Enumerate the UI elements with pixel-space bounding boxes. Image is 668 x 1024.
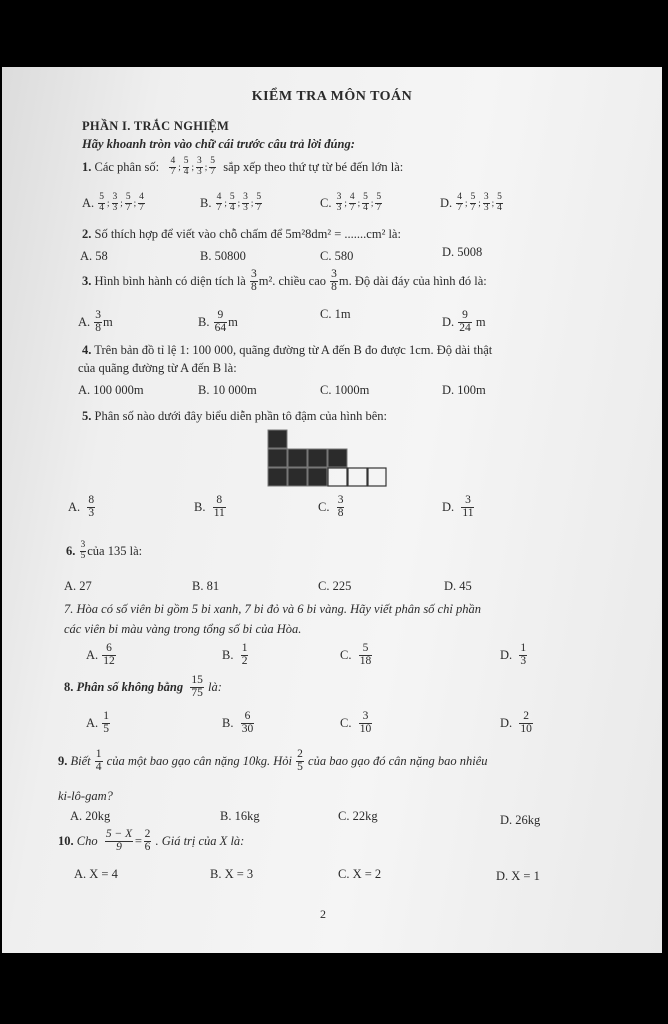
question-text: của một bao gạo cân nặng 10kg. Hỏi	[106, 753, 293, 768]
question-text: Các phân số:	[94, 159, 160, 174]
option-a[interactable]: A. 20kg	[70, 809, 111, 823]
height-fraction: 3 8	[331, 268, 337, 293]
fraction: 3 3	[112, 192, 118, 213]
question-7-line2: các viên bi màu vàng trong tổng số bi của Hòa.	[64, 622, 302, 636]
question-text: Số thích hợp để viết vào chỗ chấm để 5m²8dm² = .......cm² là:	[94, 227, 401, 241]
unit: m	[228, 314, 238, 329]
instruction: Hãy khoanh tròn vào chữ cái trước câu trả lời đúng:	[82, 137, 355, 151]
option-fraction: 1 2	[241, 642, 248, 667]
question-fraction: $\frac{5 - X}{9}$	[105, 828, 133, 853]
question-1	[82, 157, 403, 177]
option-fraction: 6 12	[103, 642, 115, 667]
question-fraction: 15 75	[191, 674, 203, 699]
question-text: Phân số nào dưới đây biểu diễn phần tô đậm của hình bên:	[94, 409, 387, 423]
question-number: 4.	[82, 343, 92, 357]
option-fraction: 2 10	[520, 710, 532, 735]
empty-cell	[328, 468, 347, 486]
empty-cell	[348, 468, 367, 486]
option-d[interactable]: D. X = 1	[496, 869, 540, 883]
option-label: D.	[440, 195, 453, 210]
question-number: 3.	[82, 273, 92, 288]
option-label: C.	[320, 307, 332, 321]
option-fraction: 8 3	[88, 494, 95, 519]
equals-sign: =	[134, 833, 143, 848]
question-9-line2: ki-lô-gam?	[58, 789, 113, 803]
shaded-cell	[268, 449, 287, 467]
question-fraction: 1 4	[95, 748, 102, 773]
question-text: Cho	[76, 833, 98, 848]
fraction-sequence: 5 4 ; 3 3 ; 5 7 ; 4 7	[99, 192, 144, 213]
question-number: 8.	[64, 679, 74, 694]
question-number: 10.	[58, 833, 74, 848]
option-label: A.	[86, 715, 99, 730]
exam-paper	[2, 67, 662, 953]
fraction: 5 7	[210, 156, 215, 177]
option-fraction: 1 3	[520, 642, 527, 667]
question-text: chiều cao	[278, 273, 327, 288]
option-label: D.	[500, 715, 513, 730]
option-label: C.	[318, 499, 330, 514]
question-text: Biết	[70, 753, 91, 768]
fraction: 4 7	[170, 156, 176, 177]
fraction: 5 7	[470, 192, 476, 213]
option-fraction: 9 24	[459, 309, 471, 334]
part-title: PHẦN I. TRẮC NGHIỆM	[82, 119, 230, 133]
question-text: là:	[208, 679, 222, 694]
option-b[interactable]	[194, 495, 227, 519]
question-5	[82, 409, 387, 424]
option-c[interactable]	[340, 643, 373, 667]
option-fraction: 5 18	[359, 642, 372, 667]
option-label: B.	[222, 647, 234, 662]
option-d[interactable]	[440, 193, 504, 213]
option-label: A.	[78, 314, 91, 329]
option-a[interactable]: A. X = 4	[74, 867, 118, 881]
option-c[interactable]	[318, 495, 345, 519]
option-c[interactable]: C. 1000m	[320, 383, 370, 397]
option-d[interactable]	[500, 643, 528, 667]
option-fraction: 9 64	[214, 309, 227, 334]
option-b[interactable]	[198, 310, 238, 334]
option-d[interactable]	[500, 711, 534, 735]
fraction: 5 7	[125, 192, 131, 213]
fraction: 4 7	[139, 192, 144, 213]
question-text: sắp xếp theo thứ tự từ bé đến lớn là:	[223, 159, 404, 174]
option-label: D.	[442, 499, 455, 514]
fraction: 3 3	[243, 192, 248, 213]
option-d[interactable]: D. 100m	[442, 383, 486, 397]
option-c[interactable]	[320, 307, 351, 322]
option-fraction: 8 11	[213, 494, 225, 519]
question-9	[58, 749, 488, 773]
option-label: B.	[222, 715, 234, 730]
option-label: B.	[200, 195, 212, 210]
unit: m	[475, 314, 486, 329]
option-b[interactable]	[200, 193, 263, 213]
option-label: C.	[320, 195, 332, 210]
option-b[interactable]	[222, 711, 255, 735]
fraction-sequence: 3 3 ; 4 7 ; 5 4 ; 5 7	[336, 192, 382, 213]
option-fraction: 1 5	[103, 710, 110, 735]
shaded-cell	[288, 449, 307, 467]
shaded-cell	[288, 468, 307, 486]
option-a[interactable]: A. 58	[80, 249, 108, 263]
option-fraction: 3 10	[359, 710, 372, 735]
option-c[interactable]: C. 580	[320, 249, 354, 263]
option-label: A.	[86, 647, 99, 662]
option-b[interactable]: B. X = 3	[210, 867, 254, 881]
option-a[interactable]: A. 100 000m	[78, 383, 144, 397]
question-10	[58, 829, 244, 853]
option-c[interactable]: C. 225	[318, 579, 352, 593]
shaded-cell	[328, 449, 347, 467]
fraction: 5 4	[363, 192, 368, 213]
option-c[interactable]	[320, 193, 383, 213]
page-number: 2	[320, 907, 326, 921]
option-a[interactable]: A. 27	[64, 579, 92, 593]
question-fraction: 3 5	[80, 540, 86, 561]
option-fraction: 3 8	[337, 494, 344, 519]
fraction-sequence: 4 7 ; 5 4 ; 3 3 ; 5 7	[170, 156, 215, 177]
question-8	[64, 675, 222, 699]
unit: m	[103, 314, 113, 329]
option-text: 1m	[334, 307, 351, 321]
shaded-cell	[308, 449, 327, 467]
option-label: D.	[500, 647, 513, 662]
fraction: 3 3	[196, 156, 202, 177]
question-3	[82, 269, 487, 293]
fraction-sequence: 4 7 ; 5 4 ; 3 3 ; 5 7	[216, 192, 262, 213]
option-b[interactable]: B. 81	[192, 579, 220, 593]
question-6	[66, 541, 142, 561]
option-c[interactable]: C. X = 2	[338, 867, 382, 881]
fraction-sequence: 4 7 ; 5 7 ; 3 3 ; 5 4	[457, 192, 502, 213]
option-a[interactable]	[68, 495, 96, 519]
question-fraction: 2 5	[297, 748, 303, 773]
fraction: 3 3	[483, 192, 489, 213]
question-number: 5.	[82, 409, 92, 423]
option-label: C.	[340, 715, 352, 730]
option-b[interactable]: B. 50800	[200, 249, 246, 263]
option-d[interactable]: D. 45	[444, 579, 472, 593]
question-2	[82, 227, 401, 242]
option-d[interactable]	[442, 495, 475, 519]
question-number: 6.	[66, 543, 76, 558]
option-d[interactable]: D. 5008	[442, 245, 483, 259]
option-b[interactable]	[222, 643, 249, 667]
fraction: 3 3	[336, 192, 342, 213]
unit: m².	[258, 273, 276, 288]
question-text: . Giá trị của X là:	[155, 833, 245, 848]
shaded-cell	[268, 430, 287, 448]
option-fraction: 3 8	[95, 309, 102, 334]
option-a[interactable]	[86, 643, 117, 667]
area-fraction: 3 8	[250, 268, 257, 293]
fraction: 5 4	[497, 192, 502, 213]
option-c[interactable]	[340, 711, 373, 735]
option-d[interactable]: D. 26kg	[500, 813, 541, 827]
question-fraction: $\frac{2}{6}$	[144, 828, 151, 853]
empty-cell	[368, 468, 386, 486]
option-label: A.	[82, 195, 95, 210]
fraction: 5 7	[376, 192, 382, 213]
question-text: Trên bản đồ tỉ lệ 1: 100 000, quãng đường từ A đến B đo được 1cm. Độ dài thật	[94, 343, 493, 357]
option-label: D.	[442, 314, 455, 329]
shaded-grid-figure	[266, 429, 388, 489]
question-number: 1.	[82, 159, 92, 174]
option-a[interactable]	[82, 193, 146, 213]
option-label: B.	[198, 314, 210, 329]
option-label: B.	[194, 499, 206, 514]
fraction: 4 7	[216, 192, 222, 213]
option-label: C.	[340, 647, 352, 662]
question-4	[82, 343, 492, 358]
question-text: của 135 là:	[87, 543, 143, 558]
fraction: 5 4	[183, 156, 189, 177]
option-c[interactable]: C. 22kg	[338, 809, 378, 823]
question-7: 7. Hòa có số viên bi gồm 5 bi xanh, 7 bi đỏ và 6 bi vàng. Hãy viết phân số chỉ phần	[64, 602, 481, 616]
question-4-line2: của quãng đường từ A đến B là:	[78, 361, 237, 375]
option-b[interactable]: B. 16kg	[220, 809, 260, 823]
fraction: 5 4	[229, 192, 235, 213]
question-text: của bao gạo đó cân nặng bao nhiêu	[308, 753, 488, 768]
question-text: m. Độ dài đáy của hình đó là:	[338, 273, 487, 288]
fraction: 4 7	[457, 192, 463, 213]
option-d[interactable]	[442, 310, 486, 334]
question-number: 2.	[82, 227, 92, 241]
page-title: KIỂM TRA MÔN TOÁN	[251, 89, 413, 104]
option-fraction: 3 11	[462, 494, 474, 519]
question-text: Hình bình hành có diện tích là	[94, 273, 246, 288]
shaded-cell	[268, 468, 287, 486]
option-b[interactable]: B. 10 000m	[198, 383, 257, 397]
fraction: 5 7	[256, 192, 262, 213]
option-label: A.	[68, 499, 81, 514]
fraction: 4 7	[349, 192, 355, 213]
option-a[interactable]	[78, 310, 113, 334]
fraction: 5 4	[99, 192, 105, 213]
shaded-cell	[308, 468, 327, 486]
question-text: Phân số không bằng	[76, 679, 184, 694]
option-fraction: 6 30	[241, 710, 254, 735]
question-number: 9.	[58, 753, 68, 768]
option-a[interactable]	[86, 711, 111, 735]
